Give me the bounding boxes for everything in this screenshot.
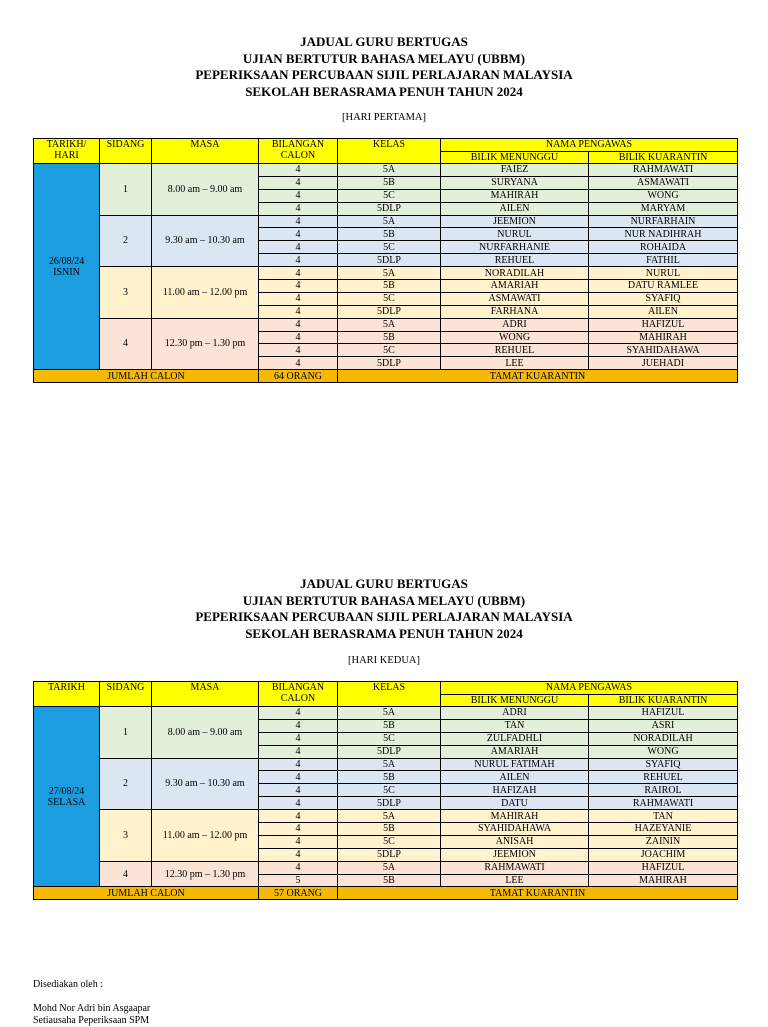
kuarantin-cell: ROHAIDA [589,241,738,254]
kelas-cell: 5C [338,784,441,797]
header-masa: MASA [152,682,259,707]
bilangan-cell: 4 [259,164,338,177]
title-line-4: SEKOLAH BERASRAMA PENUH TAHUN 2024 [245,83,523,99]
sidang-cell: 4 [100,318,152,370]
bilangan-cell: 4 [259,176,338,189]
kelas-cell: 5C [338,344,441,357]
kelas-cell: 5A [338,758,441,771]
masa-cell: 12.30 pm – 1.30 pm [152,861,259,887]
kelas-cell: 5B [338,719,441,732]
title-block-day-2 [0,576,768,642]
tamat-kuarantin-note: TAMAT KUARANTIN [338,370,738,383]
kelas-cell: 5DLP [338,745,441,758]
date-text: 26/08/24 [48,255,85,267]
menunggu-cell: SURYANA [441,176,589,189]
menunggu-cell: ADRI [441,318,589,331]
kelas-cell: 5DLP [338,357,441,370]
kelas-cell: 5DLP [338,305,441,318]
kuarantin-cell: HAFIZUL [589,707,738,720]
menunggu-cell: ANISAH [441,835,589,848]
jumlah-calon-total: 57 ORANG [259,887,338,900]
menunggu-cell: ASMAWATI [441,292,589,305]
kuarantin-cell: NUR NADIHRAH [589,228,738,241]
kuarantin-cell: DATU RAMLEE [589,280,738,293]
kelas-cell: 5A [338,861,441,874]
title-line-3: PEPERIKSAAN PERCUBAAN SIJIL PERLAJARAN MALAYSIA [195,609,573,624]
kuarantin-cell: MARYAM [589,202,738,215]
kuarantin-cell: HAFIZUL [589,318,738,331]
signatory-name: Mohd Nor Adri bin Asgaapar [33,1003,151,1014]
title-line-3: PEPERIKSAAN PERCUBAAN SIJIL PERLAJARAN MALAYSIA [195,67,573,82]
header-sidang: SIDANG [100,139,152,164]
masa-cell: 9.30 am – 10.30 am [152,215,259,267]
header-masa: MASA [152,139,259,164]
bilangan-cell: 4 [259,318,338,331]
header-bilik-menunggu: BILIK MENUNGGU [441,151,589,164]
kuarantin-cell: SYAFIQ [589,758,738,771]
jumlah-calon-label: JUMLAH CALON [34,887,259,900]
bilangan-cell: 4 [259,835,338,848]
menunggu-cell: NORADILAH [441,267,589,280]
footer-row [34,370,738,383]
kelas-cell: 5C [338,835,441,848]
table-row [34,810,738,823]
masa-cell: 8.00 am – 9.00 am [152,164,259,216]
title-line-1: JADUAL GURU BERTUGAS [300,34,468,49]
kelas-cell: 5B [338,771,441,784]
kelas-cell: 5B [338,823,441,836]
menunggu-cell: FAIEZ [441,164,589,177]
kuarantin-cell: JOACHIM [589,848,738,861]
header-row [34,682,738,695]
menunggu-cell: MAHIRAH [441,189,589,202]
masa-cell: 11.00 am – 12.00 pm [152,267,259,319]
day-label: [HARI KEDUA] [347,655,421,666]
kelas-cell: 5B [338,874,441,887]
table-row [34,318,738,331]
header-kelas: KELAS [338,682,441,707]
table-row [34,215,738,228]
masa-cell: 9.30 am – 10.30 am [152,758,259,810]
kuarantin-cell: RAHMAWATI [589,164,738,177]
header-bilik-kuarantin: BILIK KUARANTIN [589,151,738,164]
day-label: [HARI PERTAMA] [342,112,426,123]
kelas-cell: 5DLP [338,254,441,267]
menunggu-cell: JEEMION [441,215,589,228]
footer-row [34,887,738,900]
bilangan-cell: 4 [259,732,338,745]
kuarantin-cell: RAHMAWATI [589,797,738,810]
kuarantin-cell: ZAININ [589,835,738,848]
kelas-cell: 5A [338,267,441,280]
kuarantin-cell: HAZEYANIE [589,823,738,836]
menunggu-cell: HAFIZAH [441,784,589,797]
kelas-cell: 5A [338,318,441,331]
signature-block [33,979,150,1027]
bilangan-cell: 4 [259,344,338,357]
sidang-cell: 4 [100,861,152,887]
bilangan-cell: 4 [259,202,338,215]
masa-cell: 12.30 pm – 1.30 pm [152,318,259,370]
kelas-cell: 5A [338,707,441,720]
menunggu-cell: AILEN [441,202,589,215]
header-nama-pengawas: NAMA PENGAWAS [441,139,738,152]
bilangan-cell: 4 [259,848,338,861]
kelas-cell: 5B [338,280,441,293]
header-tarikh: TARIKH/ HARI [34,139,100,164]
menunggu-cell: AILEN [441,771,589,784]
duty-schedule-table [33,138,738,383]
jumlah-calon-total: 64 ORANG [259,370,338,383]
kuarantin-cell: JUEHADI [589,357,738,370]
bilangan-cell: 4 [259,280,338,293]
sidang-cell: 2 [100,758,152,810]
date-text: 27/08/24 [48,785,85,797]
menunggu-cell: NURFARHANIE [441,241,589,254]
kuarantin-cell: TAN [589,810,738,823]
bilangan-cell: 4 [259,745,338,758]
menunggu-cell: AMARIAH [441,745,589,758]
header-tarikh: TARIKH [34,682,100,707]
bilangan-cell: 4 [259,228,338,241]
menunggu-cell: MAHIRAH [441,810,589,823]
bilangan-cell: 4 [259,784,338,797]
kuarantin-cell: SYAHIDAHAWA [589,344,738,357]
bilangan-cell: 4 [259,241,338,254]
kuarantin-cell: AILEN [589,305,738,318]
jumlah-calon-label: JUMLAH CALON [34,370,259,383]
kuarantin-cell: ASMAWATI [589,176,738,189]
menunggu-cell: WONG [441,331,589,344]
kelas-cell: 5C [338,189,441,202]
bilangan-cell: 4 [259,758,338,771]
menunggu-cell: RAHMAWATI [441,861,589,874]
menunggu-cell: NURUL FATIMAH [441,758,589,771]
menunggu-cell: NURUL [441,228,589,241]
table-row [34,164,738,177]
table-row [34,861,738,874]
masa-cell: 8.00 am – 9.00 am [152,707,259,759]
menunggu-cell: AMARIAH [441,280,589,293]
signatory-position: Setiausaha Peperiksaan SPM [33,1015,150,1026]
kelas-cell: 5DLP [338,202,441,215]
kuarantin-cell: REHUEL [589,771,738,784]
kuarantin-cell: SYAFIQ [589,292,738,305]
menunggu-cell: LEE [441,874,589,887]
table-row [34,758,738,771]
menunggu-cell: DATU [441,797,589,810]
bilangan-cell: 4 [259,189,338,202]
kelas-cell: 5B [338,228,441,241]
kuarantin-cell: WONG [589,745,738,758]
kuarantin-cell: RAIROL [589,784,738,797]
sidang-cell: 3 [100,267,152,319]
prepared-by-label: Disediakan oleh : [33,979,103,990]
menunggu-cell: REHUEL [441,344,589,357]
day-text: ISNIN [53,266,80,278]
bilangan-cell: 4 [259,707,338,720]
kelas-cell: 5A [338,164,441,177]
bilangan-cell: 4 [259,254,338,267]
menunggu-cell: SYAHIDAHAWA [441,823,589,836]
bilangan-cell: 4 [259,215,338,228]
header-sidang: SIDANG [100,682,152,707]
kelas-cell: 5B [338,176,441,189]
bilangan-cell: 4 [259,331,338,344]
menunggu-cell: FARHANA [441,305,589,318]
header-bilangan-calon: BILANGAN CALON [259,682,338,707]
kuarantin-cell: NORADILAH [589,732,738,745]
bilangan-cell: 4 [259,861,338,874]
duty-schedule-table [33,681,738,900]
menunggu-cell: REHUEL [441,254,589,267]
bilangan-cell: 4 [259,357,338,370]
header-bilik-kuarantin: BILIK KUARANTIN [589,694,738,707]
header-nama-pengawas: NAMA PENGAWAS [441,682,738,695]
title-line-1: JADUAL GURU BERTUGAS [300,576,468,591]
kelas-cell: 5C [338,732,441,745]
bilangan-cell: 4 [259,305,338,318]
header-bilangan-calon: BILANGAN CALON [259,139,338,164]
bilangan-cell: 4 [259,719,338,732]
kelas-cell: 5DLP [338,797,441,810]
kelas-cell: 5C [338,292,441,305]
bilangan-cell: 4 [259,292,338,305]
menunggu-cell: ZULFADHLI [441,732,589,745]
kuarantin-cell: NURFARHAIN [589,215,738,228]
sidang-cell: 1 [100,164,152,216]
menunggu-cell: JEEMION [441,848,589,861]
title-line-2: UJIAN BERTUTUR BAHASA MELAYU (UBBM) [242,592,526,608]
masa-cell: 11.00 am – 12.00 pm [152,810,259,862]
kelas-cell: 5DLP [338,848,441,861]
kelas-cell: 5A [338,810,441,823]
sidang-cell: 3 [100,810,152,862]
bilangan-cell: 4 [259,797,338,810]
table-row [34,707,738,720]
bilangan-cell: 4 [259,267,338,280]
title-block-day-1 [0,34,768,100]
title-line-4: SEKOLAH BERASRAMA PENUH TAHUN 2024 [245,625,523,641]
bilangan-cell: 4 [259,810,338,823]
header-row [34,139,738,152]
tamat-kuarantin-note: TAMAT KUARANTIN [338,887,738,900]
header-kelas: KELAS [338,139,441,164]
kuarantin-cell: MAHIRAH [589,874,738,887]
bilangan-cell: 4 [259,771,338,784]
date-cell [34,164,100,370]
sidang-cell: 2 [100,215,152,267]
header-bilik-menunggu: BILIK MENUNGGU [441,694,589,707]
sidang-cell: 1 [100,707,152,759]
menunggu-cell: LEE [441,357,589,370]
kuarantin-cell: WONG [589,189,738,202]
kuarantin-cell: FATHIL [589,254,738,267]
kelas-cell: 5C [338,241,441,254]
menunggu-cell: ADRI [441,707,589,720]
kuarantin-cell: MAHIRAH [589,331,738,344]
table-row [34,267,738,280]
kelas-cell: 5B [338,331,441,344]
kelas-cell: 5A [338,215,441,228]
bilangan-cell: 4 [259,823,338,836]
menunggu-cell: TAN [441,719,589,732]
kuarantin-cell: NURUL [589,267,738,280]
date-cell [34,707,100,887]
bilangan-cell: 5 [259,874,338,887]
kuarantin-cell: ASRI [589,719,738,732]
kuarantin-cell: HAFIZUL [589,861,738,874]
day-text: SELASA [47,796,86,808]
title-line-2: UJIAN BERTUTUR BAHASA MELAYU (UBBM) [242,50,526,66]
